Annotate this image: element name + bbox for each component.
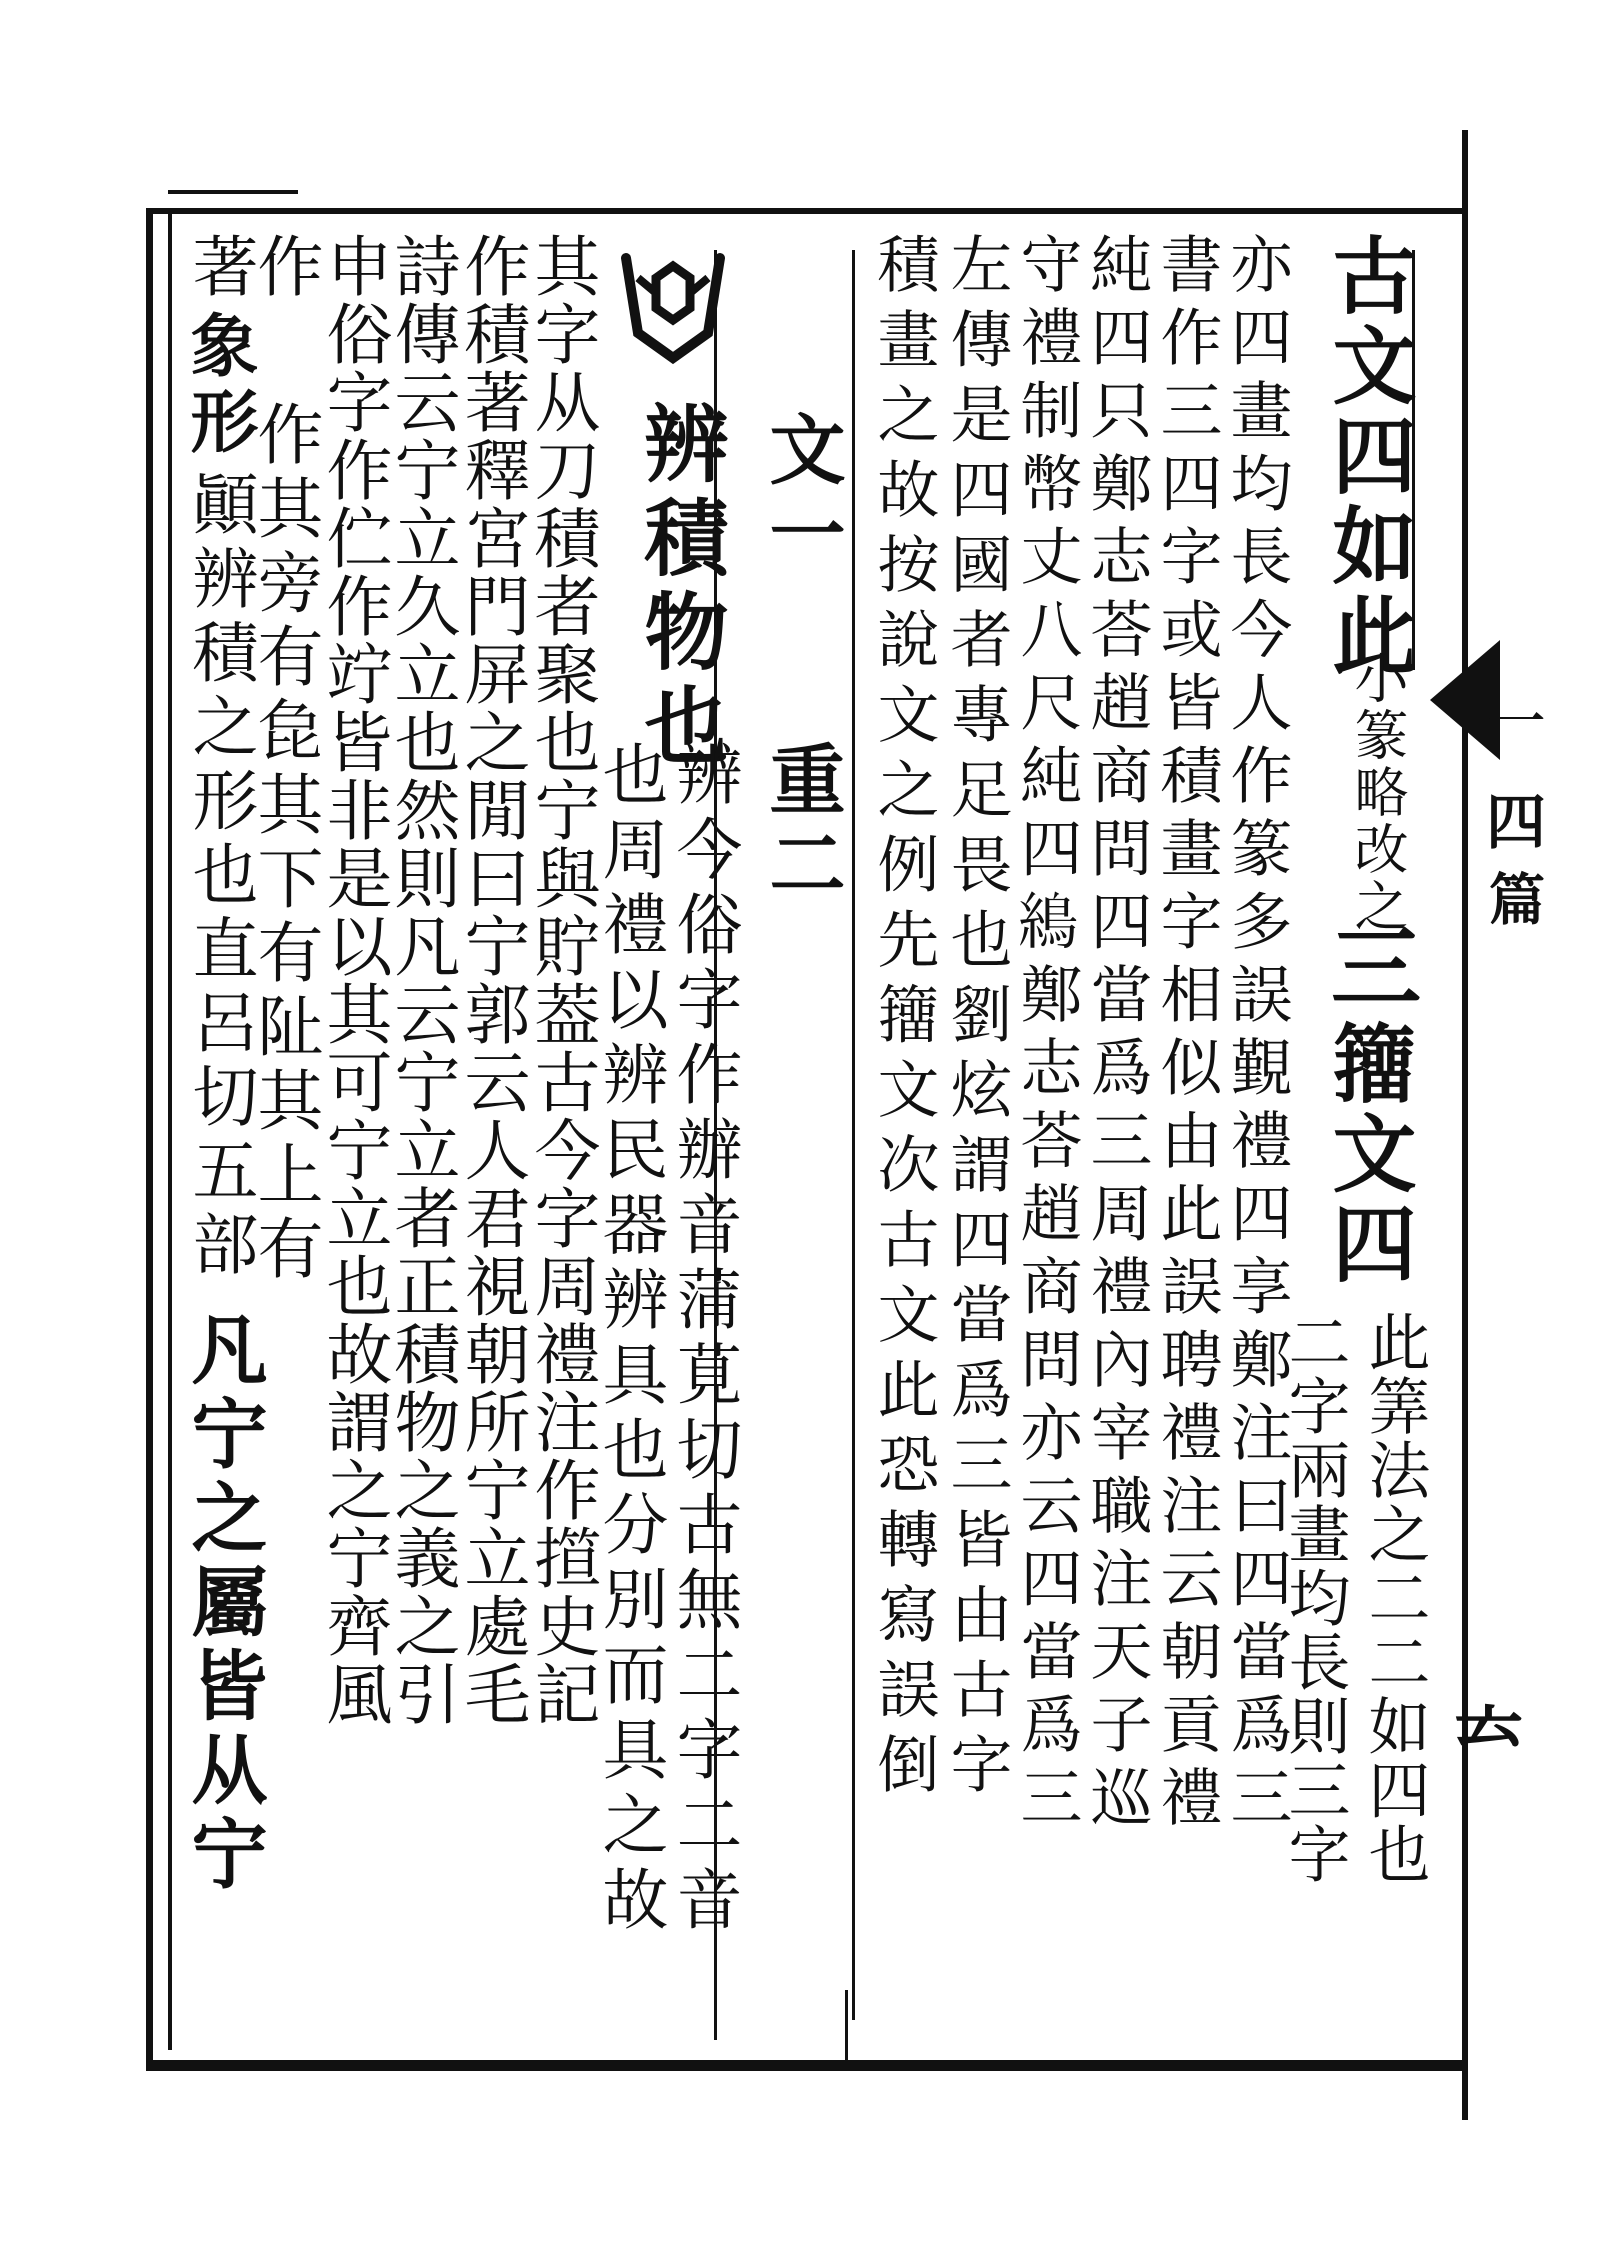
left-col-6: 申俗字作伫作竚皆非是以其可宁立也故謂之宁齊風 bbox=[315, 232, 392, 1728]
right-col-7: 左傳是四國者專足畏也劉炫謂四當爲三皆由古字 bbox=[940, 232, 1013, 1807]
edge-mark-a: 一 bbox=[1476, 690, 1546, 753]
right-col-5: 純四只鄭志荅趙商問四當爲三周禮內宰職注天子巡 bbox=[1080, 232, 1153, 1838]
top-rule bbox=[168, 190, 298, 194]
seal-character-zhu bbox=[618, 238, 728, 388]
left-col-2: 也周禮以辨民器辨具也分別而具之故 bbox=[591, 740, 668, 1940]
label-xiangxing: 象形 bbox=[179, 310, 259, 462]
left-col-5: 詩傳云宁立久立也然則凡云宁立者正積物之義之引 bbox=[383, 232, 460, 1728]
left-col-7: 作其旁有㲋其下有阯其上有 bbox=[246, 400, 323, 1288]
left-col-3: 其字从刀積者聚也宁與貯葢古今字周禮注作𢴈史記 bbox=[523, 232, 600, 1728]
column-divider-low bbox=[845, 1990, 848, 2070]
note-xiaozhuan: 小篆略改之 bbox=[1346, 650, 1409, 935]
edge-rule bbox=[1462, 130, 1468, 2120]
heading-zhouwen: 籒文四 bbox=[1319, 1020, 1418, 1290]
left-col-1: 辨今俗字作辦音蒲莧切古無二字二音 bbox=[665, 740, 742, 1940]
left-col-4: 作積著釋宮門屏之閒曰宁郭云人君視朝所宁立處毛 bbox=[453, 232, 530, 1728]
count-wen: 文一 bbox=[757, 410, 846, 578]
column-divider-right bbox=[852, 250, 855, 2020]
left-col-8: 顚辨積之形也直呂切五部 bbox=[181, 470, 258, 1284]
heading-numeral-three: 三 bbox=[1315, 920, 1421, 1013]
edge-mark-b: 四 bbox=[1476, 790, 1546, 853]
right-col-8: 積畫之故按說文之例先籒文次古文此恐轉寫誤倒 bbox=[867, 232, 940, 1807]
left-col-7-prefix: 作 bbox=[246, 232, 323, 301]
fore-edge bbox=[1442, 130, 1546, 2120]
count-chong: 重二 bbox=[757, 740, 846, 908]
heading-guwen: 古文四如此 bbox=[1319, 232, 1418, 682]
right-col-4: 書作三四字或皆積畫字相似由此誤聘禮注云朝貢禮 bbox=[1150, 232, 1223, 1838]
right-col-2-tail: 二字兩畫均長則三字 bbox=[1278, 1310, 1351, 1886]
right-col-1-tail: 此筭法之二二如四也 bbox=[1358, 1310, 1431, 1886]
radical-summary: 凡宁之屬皆从宁 bbox=[179, 1310, 268, 1898]
inner-left-rule bbox=[168, 214, 172, 2050]
seal-glyph-icon bbox=[618, 238, 728, 388]
edge-mark-d: 𠫓 bbox=[1442, 1690, 1525, 1763]
edge-mark-c: 篇 bbox=[1480, 870, 1546, 929]
left-col-8-prefix: 著 bbox=[181, 232, 258, 301]
headword-definition: 辨積物也 bbox=[631, 400, 730, 776]
right-col-6: 守禮制幣丈八尺純四𦄋鄭志荅趙商問亦云四當爲三 bbox=[1010, 232, 1083, 1838]
right-col-3: 亦四畫均長今人作篆多誤覲禮四享鄭注曰四當爲三 bbox=[1220, 232, 1293, 1838]
